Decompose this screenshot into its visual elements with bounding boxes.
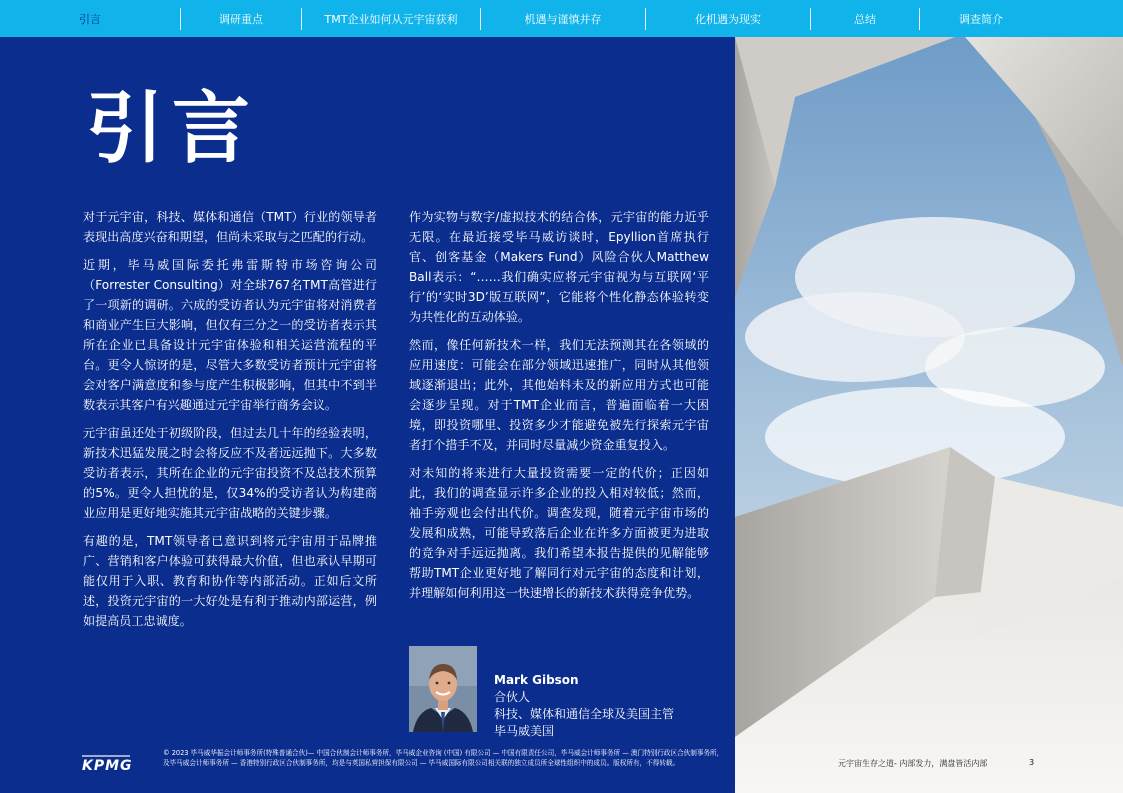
hero-image xyxy=(735,37,1123,793)
person-company: 毕马威美国 xyxy=(494,724,555,738)
paragraph: 然而，像任何新技术一样，我们无法预测其在各领域的应用速度：可能会在部分领域迅速推广，同时从其他领域逐渐退出；此外，其他始料未及的新应用方式也可能会逐步呈现。对于TMT企业而言，普遍面临着一大困境，即投资哪里、投资多少才能避免被先行探索元宇宙者打个措手不及，并同时尽量减少资金重复投入。 xyxy=(409,338,709,452)
nav-separator xyxy=(919,8,920,30)
nav-tab-research-focus[interactable] xyxy=(181,0,301,37)
logo-rule xyxy=(82,755,130,757)
person-title: 科技、媒体和通信全球及美国主管 xyxy=(494,707,675,721)
nav-tab-survey-intro[interactable] xyxy=(920,0,1042,37)
nav-separator xyxy=(810,8,811,30)
nav-tab-label: 引言 xyxy=(79,12,101,26)
footer-doc-title: 元宇宙生存之道- 内部发力，满盘皆活内部 xyxy=(838,759,988,768)
nav-separator xyxy=(480,8,481,30)
person-name: Mark Gibson xyxy=(494,673,579,687)
nav-tab-label: 总结 xyxy=(854,12,876,26)
paragraph: 作为实物与数字/虚拟技术的结合体，元宇宙的能力近乎无限。在最近接受毕马威访谈时，Epyllion首席执行官、创客基金（Makers Fund）风险合伙人Matthew Ball表示：“……我们确实应将元宇宙视为与互联网‘平行’的‘实时3D’版互联网”，它能将个性化静态体验转变为共性化的互动体验。 xyxy=(409,210,709,324)
nav-tab-opportunity-caution[interactable] xyxy=(481,0,645,37)
nav-tab-label: 调研重点 xyxy=(219,12,263,26)
nav-separator xyxy=(180,8,181,30)
kpmg-logo: KPMG xyxy=(82,758,133,774)
person-photo xyxy=(409,646,477,732)
person-caption xyxy=(494,672,674,740)
top-nav xyxy=(0,0,1123,37)
page-number: 3 xyxy=(1029,758,1035,767)
paragraph: 有趣的是，TMT领导者已意识到将元宇宙用于品牌推广、营销和客户体验可获得最大价值，但也承认早期可能仅用于入职、教育和协作等内部活动。正如后文所述，投资元宇宙的一大好处是有利于推动内部运营，例如提高员工忠诚度。 xyxy=(83,534,377,628)
nav-tab-summary[interactable] xyxy=(811,0,919,37)
nav-tab-label: 调查简介 xyxy=(959,12,1003,26)
nav-tab-introduction[interactable] xyxy=(0,0,180,37)
nav-separator xyxy=(301,8,302,30)
nav-tab-label: 机遇与谨慎并存 xyxy=(524,12,602,26)
person-role: 合伙人 xyxy=(494,690,531,704)
nav-tab-label: 化机遇为现实 xyxy=(695,12,761,26)
legal-notice: © 2023 毕马威华振会计师事务所(特殊普通合伙)— 中国合伙制会计师事务所，毕马威企业咨询 (中国) 有限公司 — 中国有限责任公司，毕马威会计师事务所 — 澳门特别行政区合伙制事务所，及毕马威会计师事务所 — 香港特别行政区合伙制事务所，均是与英国私营担保有限公司 — 毕马威国际有限公司相关联的独立成员所全球性组织中的成员。版权所有，不得转载。 xyxy=(163,749,724,767)
paragraph: 近期，毕马威国际委托弗雷斯特市场咨询公司（Forrester Consulting）对全球767名TMT高管进行了一项新的调研。六成的受访者认为元宇宙将对消费者和商业产生巨大影响，但仅有三分之一的受访者表示其所在企业已具备设计元宇宙体验和相关运营流程的平台。更令人惊讶的是，尽管大多数受访者预计元宇宙将会对客户满意度和参与度产生积极影响，但其中不到半数表示其客户有兴趣通过元宇宙举行商务会议。 xyxy=(83,258,377,412)
right-text-column xyxy=(409,207,709,611)
paragraph: 对未知的将来进行大量投资需要一定的代价；正因如此，我们的调查显示许多企业的投入相对较低；然而，袖手旁观也会付出代价。调查发现，随着元宇宙市场的发展和成熟，可能导致落后企业在许多方面被更为进取的竞争对手远远抛离。我们希望本报告提供的见解能够帮助TMT企业更好地了解同行对元宇宙的态度和计划，并理解如何利用这一快速增长的新技术获得竞争优势。 xyxy=(409,466,709,600)
paragraph: 元宇宙虽还处于初级阶段，但过去几十年的经验表明，新技术迅猛发展之时会将反应不及者远远抛下。大多数受访者表示，其所在企业的元宇宙投资不及总技术预算的5%。更令人担忧的是，仅34%的受访者认为构建商业应用是更好地实施其元宇宙战略的关键步骤。 xyxy=(83,426,377,520)
nav-tab-tmt-profit[interactable] xyxy=(302,0,480,37)
page-title: 引言 xyxy=(86,84,259,174)
nav-tab-make-real[interactable] xyxy=(646,0,810,37)
paragraph: 对于元宇宙，科技、媒体和通信（TMT）行业的领导者表现出高度兴奋和期望，但尚未采取与之匹配的行动。 xyxy=(83,210,377,244)
left-text-column xyxy=(83,207,377,639)
nav-tab-label: TMT企业如何从元宇宙获利 xyxy=(324,12,458,26)
hero-image-illustration xyxy=(735,37,1123,793)
person-photo-illustration xyxy=(409,646,477,732)
nav-separator xyxy=(645,8,646,30)
